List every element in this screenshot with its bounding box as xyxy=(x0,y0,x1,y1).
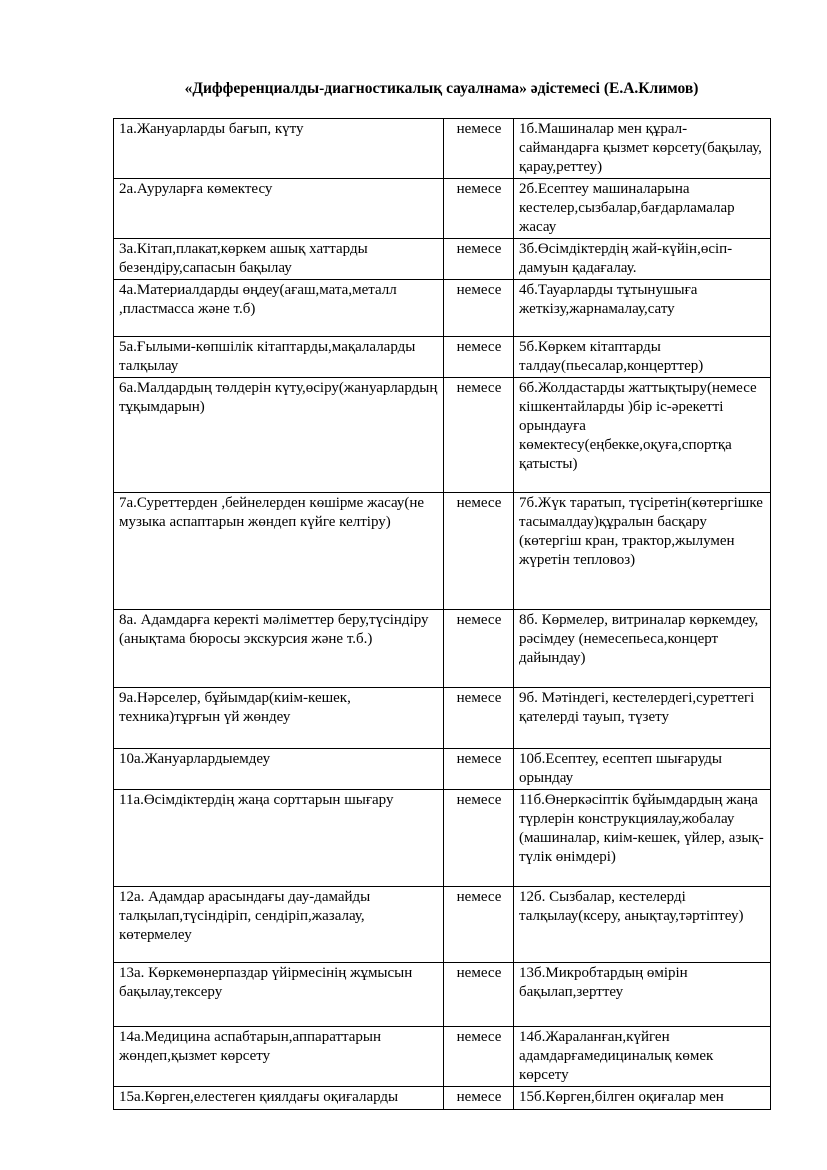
option-b-cell: 8б. Көрмелер, витриналар көркемдеу, рәсімдеу (немесепьеса,концерт дайындау) xyxy=(514,610,771,688)
option-b-cell: 6б.Жолдастарды жаттықтыру(немесе кішкентайларды )бір іс-әрекетті орындауға көмектесу(еңбекке,оқуға,спортқа қатысты) xyxy=(514,378,771,493)
option-b-cell: 5б.Көркем кітаптарды талдау(пьесалар,концерттер) xyxy=(514,337,771,378)
table-row xyxy=(114,749,771,790)
option-b-cell: 9б. Мәтіндегі, кестелердегі,суреттегі қателерді тауып, түзету xyxy=(514,688,771,749)
or-cell: немесе xyxy=(444,119,514,179)
table-row xyxy=(114,688,771,749)
option-a-cell: 7а.Суреттерден ,бейнелерден көшірме жасау(не музыка аспаптарын жөндеп күйге келтіру) xyxy=(114,493,444,610)
table-row xyxy=(114,179,771,239)
or-cell: немесе xyxy=(444,887,514,963)
option-a-cell: 2а.Ауруларға көмектесу xyxy=(114,179,444,239)
or-cell: немесе xyxy=(444,280,514,337)
table-row xyxy=(114,119,771,179)
option-a-cell: 10а.Жануарлардыемдеу xyxy=(114,749,444,790)
table-row xyxy=(114,1087,771,1110)
option-a-cell: 1а.Жануарларды бағып, күту xyxy=(114,119,444,179)
or-cell: немесе xyxy=(444,749,514,790)
or-cell: немесе xyxy=(444,688,514,749)
option-a-cell: 9а.Нәрселер, бұйымдар(киім-кешек, техника)тұрғын үй жөндеу xyxy=(114,688,444,749)
or-cell: немесе xyxy=(444,493,514,610)
or-cell: немесе xyxy=(444,610,514,688)
option-b-cell: 12б. Сызбалар, кестелерді талқылау(ксеру, анықтау,тәртіптеу) xyxy=(514,887,771,963)
option-b-cell: 13б.Микробтардың өмірін бақылап,зерттеу xyxy=(514,963,771,1027)
or-cell: немесе xyxy=(444,378,514,493)
option-a-cell: 11а.Өсімдіктердің жаңа сорттарын шығару xyxy=(114,790,444,887)
option-a-cell: 13а. Көркемөнерпаздар үйірмесінің жұмысын бақылау,тексеру xyxy=(114,963,444,1027)
page-title: «Дифференциалды-диагностикалық сауалнама» әдістемесі (Е.А.Климов) xyxy=(184,80,699,97)
option-a-cell: 14а.Медицина аспабтарын,аппараттарын жөндеп,қызмет көрсету xyxy=(114,1027,444,1087)
table-row xyxy=(114,280,771,337)
option-b-cell: 15б.Көрген,білген оқиғалар мен xyxy=(514,1087,771,1110)
or-cell: немесе xyxy=(444,1027,514,1087)
option-b-cell: 10б.Есептеу, есептеп шығаруды орындау xyxy=(514,749,771,790)
questionnaire-table xyxy=(113,118,771,1110)
or-cell: немесе xyxy=(444,337,514,378)
table-row xyxy=(114,887,771,963)
option-a-cell: 15а.Көрген,елестеген қиялдағы оқиғаларды xyxy=(114,1087,444,1110)
table-row xyxy=(114,963,771,1027)
or-cell: немесе xyxy=(444,1087,514,1110)
table-row xyxy=(114,337,771,378)
option-b-cell: 3б.Өсімдіктердің жай-күйін,өсіп-дамуын қадағалау. xyxy=(514,239,771,280)
or-cell: немесе xyxy=(444,790,514,887)
option-b-cell: 1б.Машиналар мен құрал-саймандарға қызмет көрсету(бақылау, қарау,реттеу) xyxy=(514,119,771,179)
table-row xyxy=(114,610,771,688)
option-a-cell: 12а. Адамдар арасындағы дау-дамайды талқылап,түсіндіріп, сендіріп,жазалау, көтермелеу xyxy=(114,887,444,963)
option-a-cell: 4а.Материалдарды өңдеу(ағаш,мата,металл ,пластмасса және т.б) xyxy=(114,280,444,337)
option-b-cell: 7б.Жүк таратып, түсіретін(көтергішке тасымалдау)құралын басқару (көтергіш кран, трактор,жылумен жүретін тепловоз) xyxy=(514,493,771,610)
option-b-cell: 4б.Тауарларды тұтынушыға жеткізу,жарнамалау,сату xyxy=(514,280,771,337)
or-cell: немесе xyxy=(444,963,514,1027)
option-b-cell: 14б.Жараланған,күйген адамдарғамедициналық көмек көрсету xyxy=(514,1027,771,1087)
option-b-cell: 11б.Өнеркәсіптік бұйымдардың жаңа түрлерін конструкциялау,жобалау (машиналар, киім-кешек, үйлер, азық-түлік өнімдері) xyxy=(514,790,771,887)
option-b-cell: 2б.Есептеу машиналарына кестелер,сызбалар,бағдарламалар жасау xyxy=(514,179,771,239)
table-row xyxy=(114,378,771,493)
table-row xyxy=(114,239,771,280)
option-a-cell: 6а.Малдардың төлдерін күту,өсіру(жануарлардың тұқымдарын) xyxy=(114,378,444,493)
table-row xyxy=(114,790,771,887)
option-a-cell: 5а.Ғылыми-көпшілік кітаптарды,мақалаларды талқылау xyxy=(114,337,444,378)
or-cell: немесе xyxy=(444,179,514,239)
option-a-cell: 8а. Адамдарға керекті мәліметтер беру,түсіндіру (анықтама бюросы экскурсия және т.б.) xyxy=(114,610,444,688)
or-cell: немесе xyxy=(444,239,514,280)
table-row xyxy=(114,1027,771,1087)
table-row xyxy=(114,493,771,610)
option-a-cell: 3а.Кітап,плакат,көркем ашық хаттарды безендіру,сапасын бақылау xyxy=(114,239,444,280)
